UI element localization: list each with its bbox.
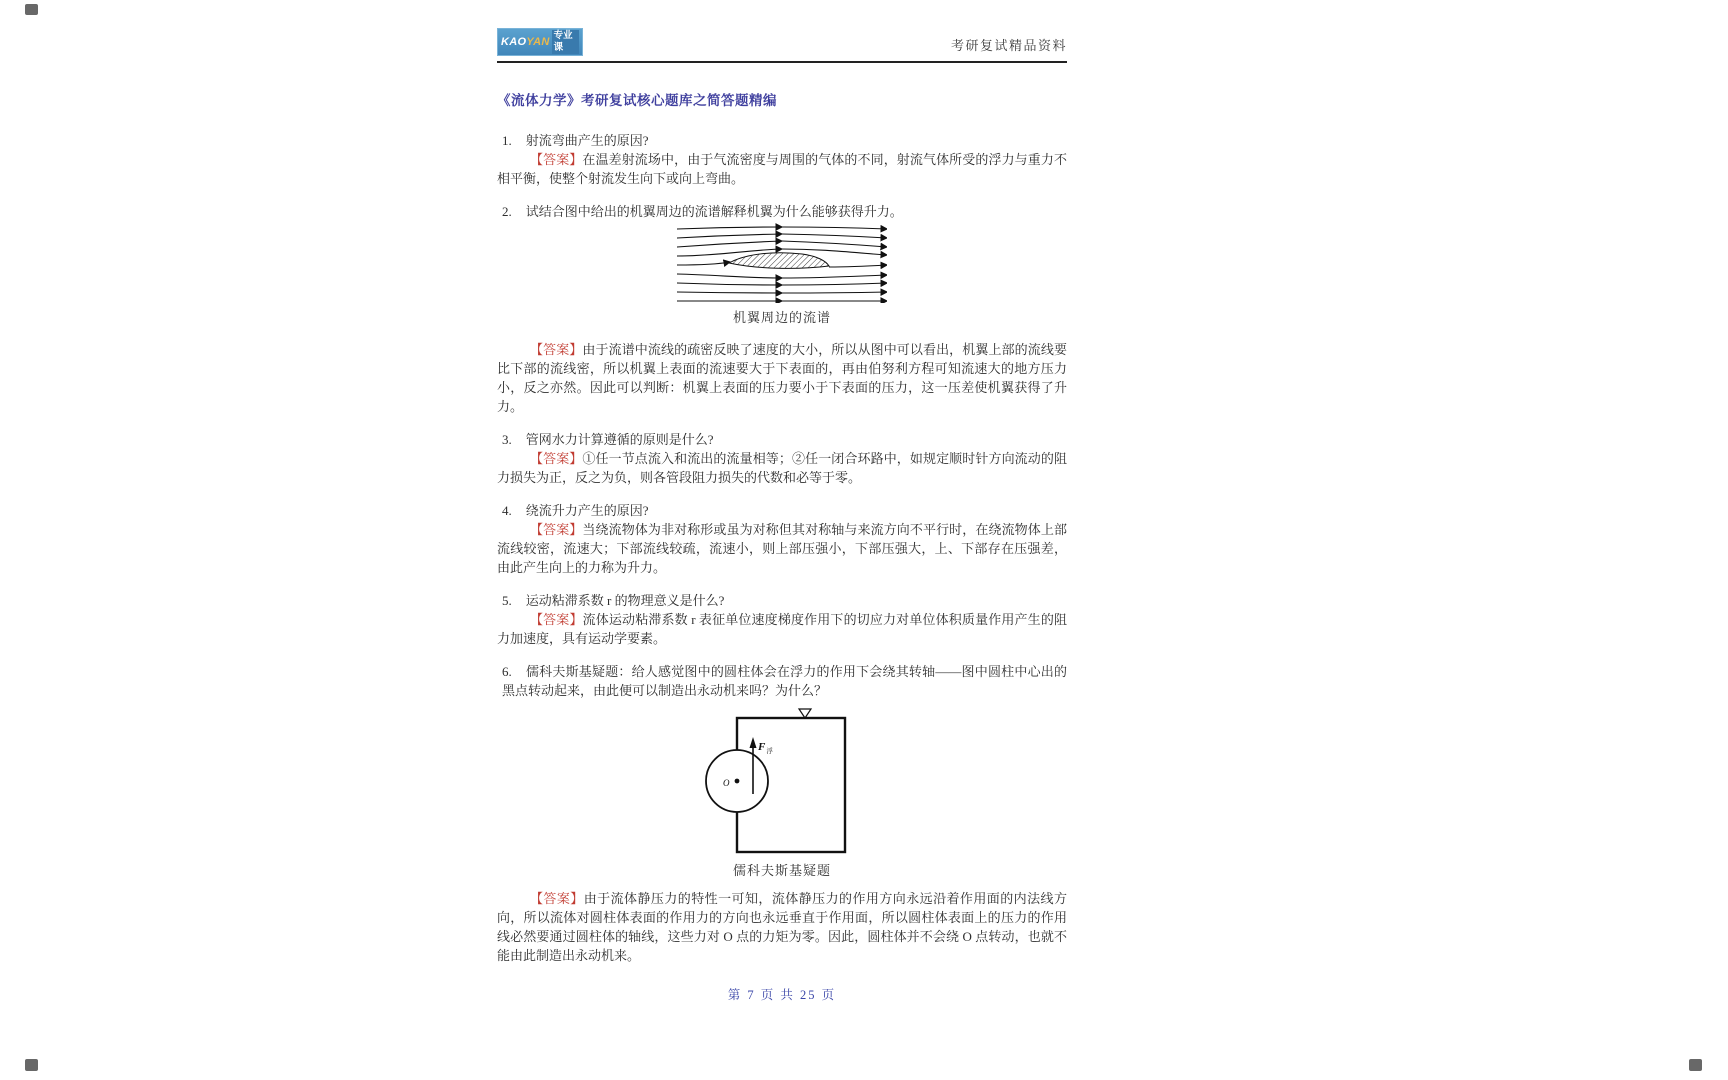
question-number: 5. (502, 593, 512, 608)
answer-paragraph (497, 340, 1067, 416)
answer-label: 【答案】 (530, 522, 583, 537)
page-number-footer: 第 7 页 共 25 页 (727, 988, 837, 1002)
answer-paragraph (497, 150, 1067, 188)
question-line (497, 501, 1067, 520)
zhukovsky-paradox-figure (497, 706, 1067, 879)
answer-paragraph (497, 520, 1067, 577)
header-right-text: 考研复试精品资料 (950, 38, 1067, 53)
question-line (497, 430, 1067, 449)
answer-text: 在温差射流场中，由于气流密度与周围的气体的不同，射流气体所受的浮力与重力不相平衡，使整个射流发生向下或向上弯曲。 (497, 152, 1067, 186)
buoyancy-arrow-head (750, 737, 757, 748)
cylinder-center-dot (735, 779, 740, 784)
header-divider (497, 61, 1067, 63)
question-text: 射流弯曲产生的原因? (525, 133, 649, 148)
answer-text: 流体运动粘滞系数 r 表征单位速度梯度作用下的切应力对单位体积质量作用产生的阻力加速度，具有运动学要素。 (497, 612, 1067, 646)
document-page (497, 0, 1067, 1003)
page-header (497, 28, 1067, 56)
corner-artifact-top-left (25, 4, 38, 15)
question-text: 管网水力计算遵循的原则是什么? (525, 432, 714, 447)
answer-paragraph (497, 610, 1067, 648)
kaoyan-logo[interactable] (497, 28, 583, 56)
answer-label: 【答案】 (530, 891, 584, 906)
water-surface-symbol (799, 709, 811, 718)
question-text: 绕流升力产生的原因? (525, 503, 649, 518)
question-text: 儒科夫斯基疑题：给人感觉图中的圆柱体会在浮力的作用下会绕其转轴——图中圆柱中心出的黑点转动起来，由此便可以制造出永动机来吗？为什么？ (502, 664, 1067, 698)
answer-label: 【答案】 (530, 342, 583, 357)
question-block-3 (497, 430, 1067, 487)
question-line (497, 662, 1067, 700)
buoyancy-force-label: $F_浮$ (758, 741, 773, 755)
document-title: 《流体力学》考研复试核心题库之简答题精编 (497, 93, 777, 108)
answer-text: 当绕流物体为非对称形或虽为对称但其对称轴与来流方向不平行时，在绕流物体上部流线较密，流速大；下部流线较疏，流速小，则上部压强小，下部压强大，上、下部存在压强差，由此产生向上的力称为升力。 (497, 522, 1067, 575)
answer-label: 【答案】 (530, 612, 583, 627)
logo-text-cn: 专业课 (552, 30, 579, 54)
airfoil-shape (729, 253, 829, 269)
airfoil-streamlines-figure (497, 223, 1067, 326)
answer-text: 由于流谱中流线的疏密反映了速度的大小，所以从图中可以看出，机翼上部的流线要比下部的流线密，所以机翼上表面的流速要大于下表面的，再由伯努利方程可知流速大的地方压力小，反之亦然。因此可以判断：机翼上表面的压力要小于下表面的压力，这一压差使机翼获得了升力。 (497, 342, 1067, 414)
question-block-2 (497, 202, 1067, 416)
airfoil-streamlines-svg (677, 223, 887, 303)
question-line (497, 131, 1067, 150)
answer-paragraph (497, 889, 1067, 965)
question-block-4 (497, 501, 1067, 577)
figure-caption: 机翼周边的流谱 (732, 310, 831, 325)
answer-text: 由于流体静压力的特性一可知，流体静压力的作用方向永远沿着作用面的内法线方向，所以流体对圆柱体表面的作用力的方向也永远垂直于作用面，所以圆柱体表面上的压力的作用线必然要通过圆柱体的轴线，这些力对 O 点的力矩为零。因此，圆柱体并不会绕 O 点转动，也就不能由此制造出永动机来。 (497, 891, 1067, 963)
question-block-1 (497, 131, 1067, 188)
figure-caption: 儒科夫斯基疑题 (732, 863, 831, 878)
question-line (497, 202, 1067, 221)
corner-artifact-bottom-left (25, 1059, 38, 1071)
zhukovsky-paradox-svg (697, 706, 867, 856)
corner-artifact-bottom-right (1689, 1059, 1702, 1071)
question-number: 1. (502, 133, 512, 148)
kaoyan-logo-text (498, 29, 582, 54)
question-number: 2. (502, 204, 512, 219)
logo-text-kao: KAO (501, 35, 527, 48)
answer-label: 【答案】 (530, 451, 583, 466)
logo-text-yan: YAN (526, 35, 550, 48)
question-text: 运动粘滞系数 r 的物理意义是什么? (525, 593, 725, 608)
question-number: 3. (502, 432, 512, 447)
answer-text: ①任一节点流入和流出的流量相等；②任一闭合环路中，如规定顺时针方向流动的阻力损失为正，反之为负，则各管段阻力损失的代数和必等于零。 (497, 451, 1067, 485)
answer-paragraph (497, 449, 1067, 487)
question-block-5 (497, 591, 1067, 648)
question-text: 试结合图中给出的机翼周边的流谱解释机翼为什么能够获得升力。 (525, 204, 903, 219)
answer-label: 【答案】 (530, 152, 583, 167)
question-block-6 (497, 662, 1067, 965)
question-number: 6. (502, 664, 512, 679)
question-number: 4. (502, 503, 512, 518)
question-line (497, 591, 1067, 610)
center-label: O (723, 778, 730, 788)
